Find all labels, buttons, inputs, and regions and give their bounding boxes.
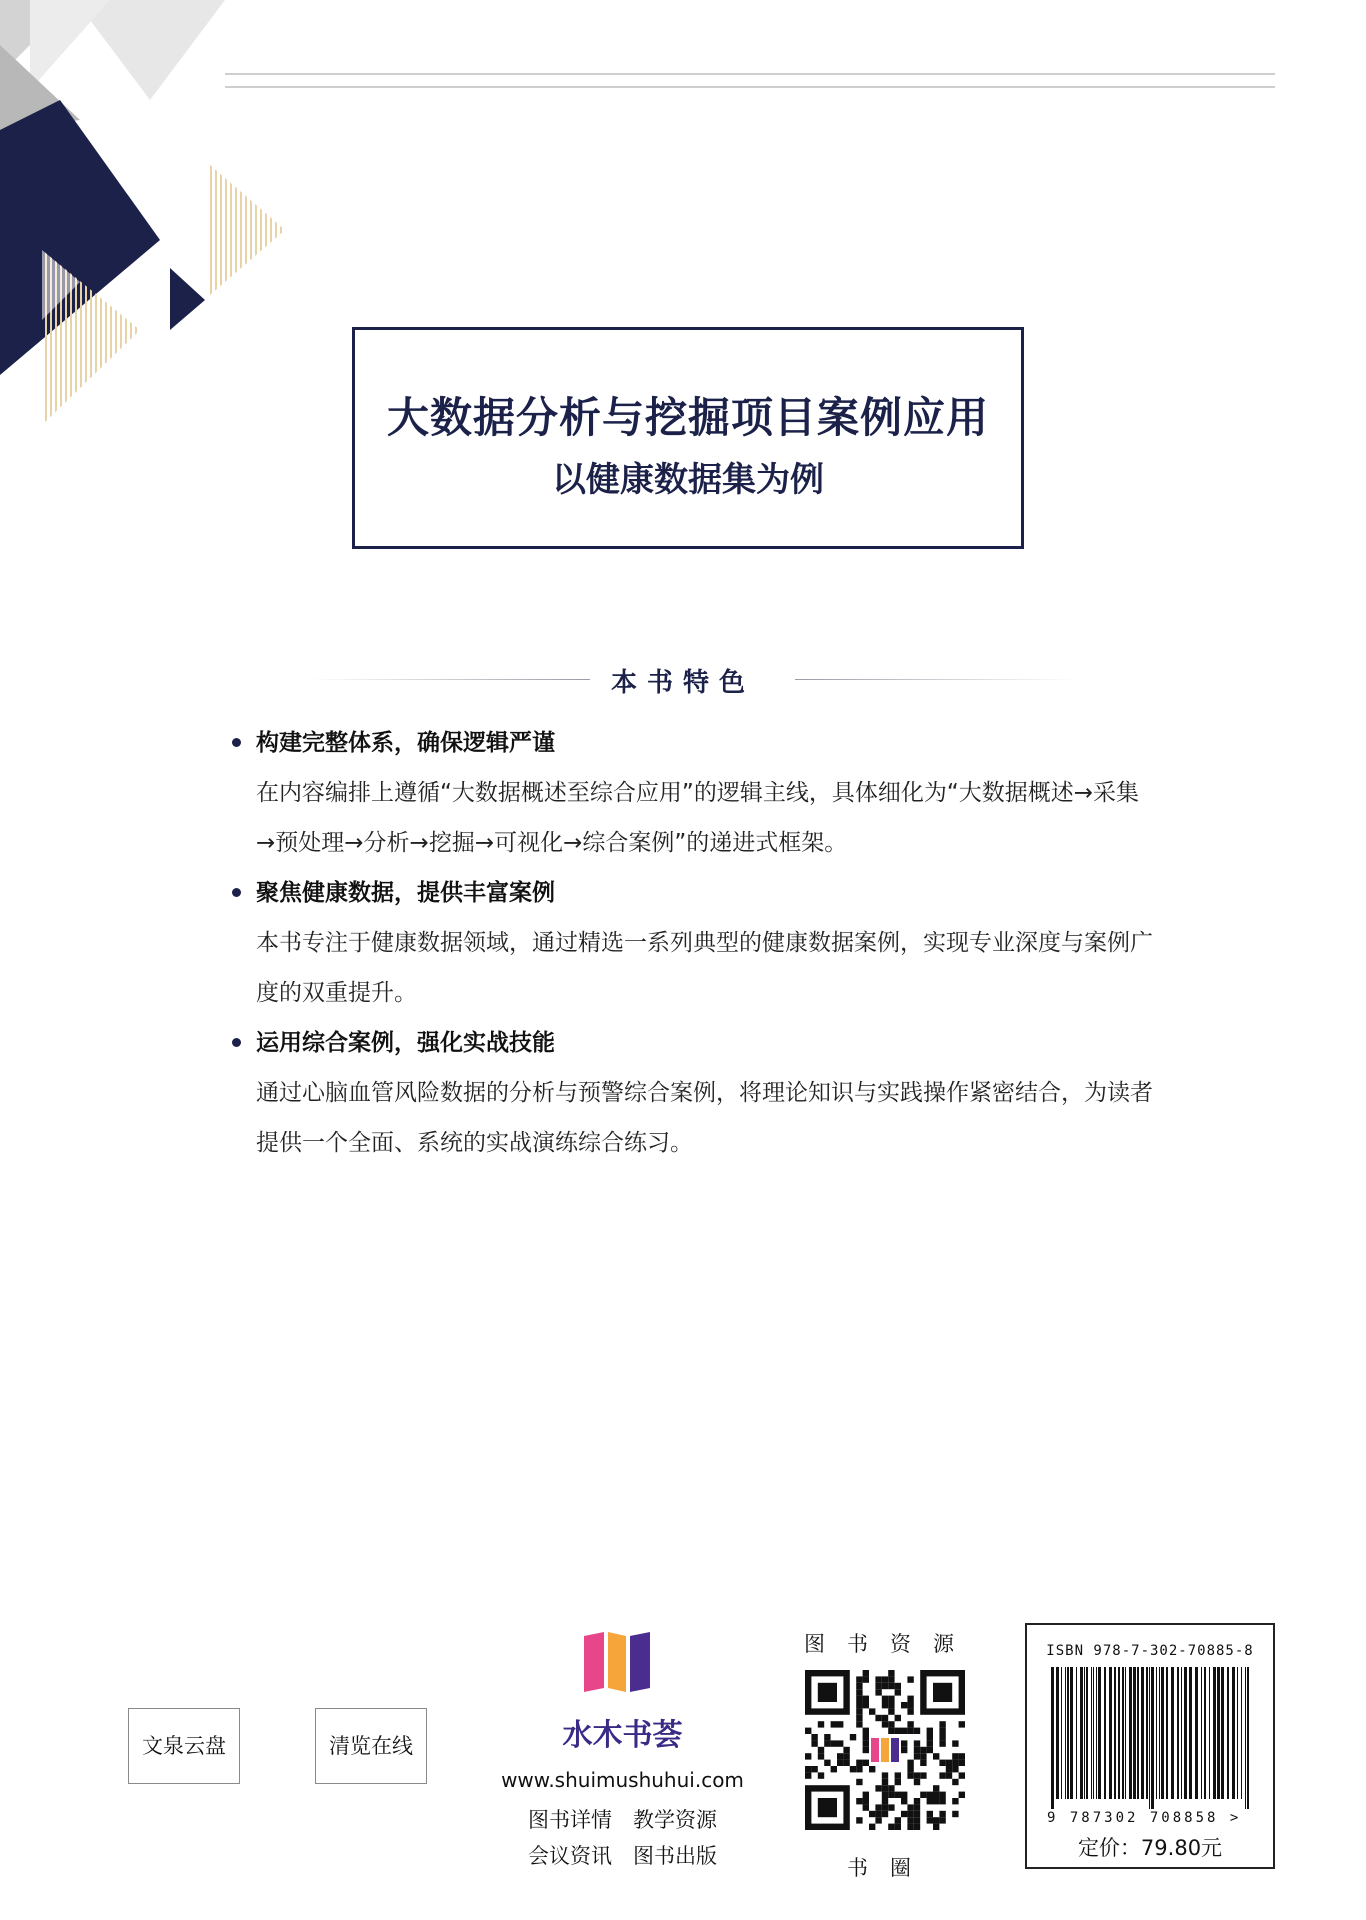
qr-top-label: 图书资源	[804, 1632, 976, 1656]
book-title: 大数据分析与挖掘项目案例应用	[386, 393, 989, 442]
bullet-icon	[232, 1038, 241, 1047]
features-heading: 本书特色	[610, 668, 755, 698]
title-box	[352, 327, 1024, 549]
heading-rule-left	[310, 679, 590, 680]
publisher-url[interactable]: www.shuimushuhui.com	[501, 1768, 744, 1792]
qr-bottom-label: 书圈	[847, 1856, 933, 1880]
feature-item	[228, 718, 1178, 868]
feature-title-row	[228, 868, 1178, 918]
qr-code-icon[interactable]	[805, 1670, 965, 1830]
isbn-number: ISBN 978-7-302-70885-8	[1046, 1643, 1254, 1659]
price: 定价：79.80元	[1077, 1836, 1223, 1860]
gold-striped-triangle-right	[210, 165, 285, 295]
decorative-triangles	[0, 0, 300, 440]
light-gray-triangle-2	[30, 0, 110, 90]
bullet-icon	[232, 738, 241, 747]
feature-title: 聚焦健康数据，提供丰富案例	[256, 880, 555, 906]
publisher-links-line-2: 会议资讯 图书出版	[528, 1844, 717, 1868]
publisher-block	[500, 1628, 745, 1868]
navy-triangle-small	[170, 268, 205, 330]
publisher-name: 水木书荟	[562, 1718, 683, 1753]
feature-title-row	[228, 1018, 1178, 1068]
colored-book-logo-icon	[578, 1628, 668, 1698]
publisher-links-line-1: 图书详情 教学资源	[528, 1808, 717, 1832]
features-list	[228, 718, 1178, 1168]
feature-item	[228, 1018, 1178, 1168]
feature-item	[228, 868, 1178, 1018]
feature-body: 本书专注于健康数据领域，通过精选一系列典型的健康数据案例，实现专业深度与案例广度的双重提升。	[256, 930, 1153, 1006]
isbn-block	[1025, 1623, 1275, 1869]
top-rule-1	[225, 73, 1275, 75]
top-rule-2	[225, 86, 1275, 88]
book-subtitle: 以健康数据集为例	[552, 460, 824, 500]
bullet-icon	[232, 888, 241, 897]
isbn-barcode-icon	[1049, 1667, 1253, 1809]
feature-title: 构建完整体系，确保逻辑严谨	[256, 730, 555, 756]
feature-title-row	[228, 718, 1178, 768]
qinglan-online-link[interactable]: 清览在线	[315, 1708, 427, 1784]
feature-body: 通过心脑血管风险数据的分析与预警综合案例，将理论知识与实践操作紧密结合，为读者提供一个全面、系统的实战演练综合练习。	[256, 1080, 1153, 1156]
feature-body: 在内容编排上遵循“大数据概述至综合应用”的逻辑主线，具体细化为“大数据概述→采集→预处理→分析→挖掘→可视化→综合案例”的递进式框架。	[256, 780, 1140, 856]
wenquan-cloud-link[interactable]: 文泉云盘	[128, 1708, 240, 1784]
feature-title: 运用综合案例，强化实战技能	[256, 1030, 555, 1056]
light-gray-triangle	[75, 0, 225, 100]
barcode-digits: 9 787302 708858 >	[1047, 1810, 1242, 1826]
heading-rule-right	[795, 679, 1075, 680]
